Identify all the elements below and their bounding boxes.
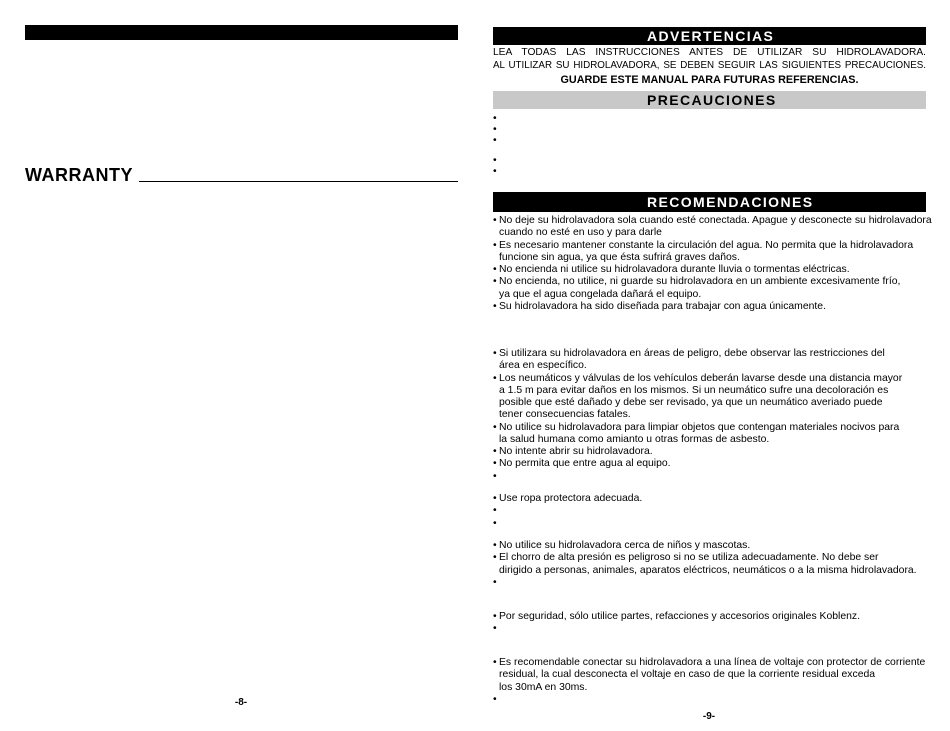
- bullet-marker: [493, 611, 497, 623]
- bullet-marker: [493, 446, 497, 458]
- bullet-item: [493, 215, 945, 240]
- advertencias-notice: GUARDE ESTE MANUAL PARA FUTURAS REFERENCIAS.: [560, 74, 859, 86]
- bullet-group: [493, 540, 945, 589]
- bullet-item: [493, 577, 945, 589]
- recomendaciones-list: [493, 0, 945, 731]
- bullet-marker: [493, 215, 497, 227]
- bullet-group: [493, 657, 945, 706]
- bullet-item: [493, 694, 945, 706]
- bullet-line-text: No utilice su hidrolavadora para limpiar objetos que contengan materiales nocivos para: [499, 421, 900, 433]
- bullet-item: [493, 458, 945, 470]
- bullet-line-text: No utilice su hidrolavadora cerca de niños y mascotas.: [499, 540, 751, 551]
- bullet-line-text: la salud humana como amianto u otras formas de asbesto.: [499, 433, 770, 445]
- bullet-item: [493, 505, 945, 517]
- bullet-line-text: ya que el agua congelada dañará el equipo.: [499, 288, 702, 300]
- bullet-line-text: los 30mA en 30ms.: [499, 681, 588, 693]
- warranty-title: WARRANTY: [25, 165, 133, 185]
- bullet-marker: [493, 264, 497, 276]
- bullet-line-text: dirigido a personas, animales, aparatos eléctricos, neumáticos o a la misma hidrolavadora.: [499, 564, 917, 576]
- warranty-heading: [25, 165, 458, 185]
- bullet-marker: [493, 471, 497, 483]
- bullet-line-text: El chorro de alta presión es peligroso si no se utiliza adecuadamente. No debe ser: [499, 552, 879, 564]
- advertencias-line-2: AL UTILIZAR SU HIDROLAVADORA, SE DEBEN SEGUIR LAS SIGUIENTES PRECAUCIONES.: [493, 60, 926, 71]
- bullet-line-text: Use ropa protectora adecuada.: [499, 493, 643, 504]
- bullet-line-text: tener consecuencias fatales.: [499, 409, 631, 421]
- bullet-item: [493, 240, 945, 265]
- bullet-item: [493, 264, 945, 276]
- bullet-line-text: Los neumáticos y válvulas de los vehículos deberán lavarse desde una distancia mayor: [499, 372, 903, 384]
- bullet-marker: [493, 623, 497, 635]
- bullet-line-text: Si utilizara su hidrolavadora en áreas de peligro, debe observar las restricciones del: [499, 348, 885, 359]
- bullet-item: [493, 348, 945, 373]
- bullet-line-text: Es recomendable conectar su hidrolavadora a una línea de voltaje con protector de corriente: [499, 657, 926, 668]
- bullet-item: [493, 276, 945, 301]
- bullet-marker: [493, 552, 497, 564]
- precauciones-title: PRECAUCIONES: [647, 92, 777, 108]
- bullet-line-text: residual, la cual desconecta el voltaje en caso de que la corriente residual exceda: [499, 669, 876, 681]
- bullet-marker: [493, 301, 497, 313]
- bullet-item: [493, 657, 945, 694]
- bullet-marker: [493, 240, 497, 252]
- bullet-item: [493, 471, 945, 483]
- bullet-line-text: Su hidrolavadora ha sido diseñada para trabajar con agua únicamente.: [499, 300, 826, 312]
- bullet-marker: [493, 422, 497, 434]
- bullet-marker: [493, 657, 497, 669]
- bullet-item: [493, 493, 945, 505]
- bullet-item: [493, 623, 945, 635]
- page-number-right: -9-: [702, 711, 716, 722]
- recomendaciones-title: RECOMENDACIONES: [647, 194, 814, 210]
- bullet-marker: [493, 577, 497, 589]
- bullet-marker: [493, 458, 497, 470]
- bullet-line-text: funcione sin agua, ya que ésta sufrirá graves daños.: [499, 251, 740, 263]
- bullet-marker: [493, 540, 497, 552]
- bullet-item: [493, 540, 945, 552]
- bullet-line-text: posible que esté dañado y debe ser revisado, ya que un neumático averiado puede: [499, 397, 883, 408]
- bullet-group: [493, 215, 945, 313]
- bullet-marker: [493, 493, 497, 505]
- bullet-line-text: Por seguridad, sólo utilice partes, refacciones y accesorios originales Koblenz.: [499, 611, 860, 622]
- bullet-marker: [493, 276, 497, 288]
- bullet-line-text: No deje su hidrolavadora sola cuando esté conectada. Apague y desconecte su hidrolavadora: [499, 215, 932, 226]
- right-page: [475, 0, 950, 731]
- bullet-item: [493, 518, 945, 530]
- bullet-marker: [493, 373, 497, 385]
- bullet-item: [493, 373, 945, 422]
- bullet-marker: [493, 505, 497, 517]
- bullet-group: [493, 348, 945, 483]
- bullet-line-text: Es necesario mantener constante la circulación del agua. No permita que la hidrolavadora: [499, 239, 914, 251]
- bullet-marker: [493, 694, 497, 706]
- advertencias-title: ADVERTENCIAS: [647, 28, 775, 44]
- bullet-item: [493, 301, 945, 313]
- bullet-line-text: área en específico.: [499, 360, 587, 372]
- bullet-item: [493, 446, 945, 458]
- bullet-marker: [493, 518, 497, 530]
- bullet-marker: [493, 348, 497, 360]
- bullet-group: [493, 493, 945, 530]
- bullet-item: [493, 422, 945, 447]
- bullet-line-text: a 1.5 m para evitar daños en los mismos. Si un neumático sufre una decoloración es: [499, 384, 889, 396]
- bullet-line-text: No encienda ni utilice su hidrolavadora durante lluvia o tormentas eléctricas.: [499, 264, 850, 275]
- warranty-rule: [139, 181, 458, 182]
- bullet-item: [493, 552, 945, 577]
- header-bar: [25, 25, 458, 40]
- bullet-item: [493, 611, 945, 623]
- advertencias-line-1: LEA TODAS LAS INSTRUCCIONES ANTES DE UTILIZAR SU HIDROLAVADORA.: [493, 47, 926, 58]
- bullet-line-text: No encienda, no utilice, ni guarde su hidrolavadora en un ambiente excesivamente frío,: [499, 276, 901, 288]
- bullet-line-text: No permita que entre agua al equipo.: [499, 458, 671, 470]
- page-number-left: -8-: [234, 697, 248, 708]
- bullet-line-text: No intente abrir su hidrolavadora.: [499, 446, 653, 457]
- bullet-group: [493, 611, 945, 636]
- bullet-line-text: cuando no esté en uso y para darle: [499, 227, 662, 239]
